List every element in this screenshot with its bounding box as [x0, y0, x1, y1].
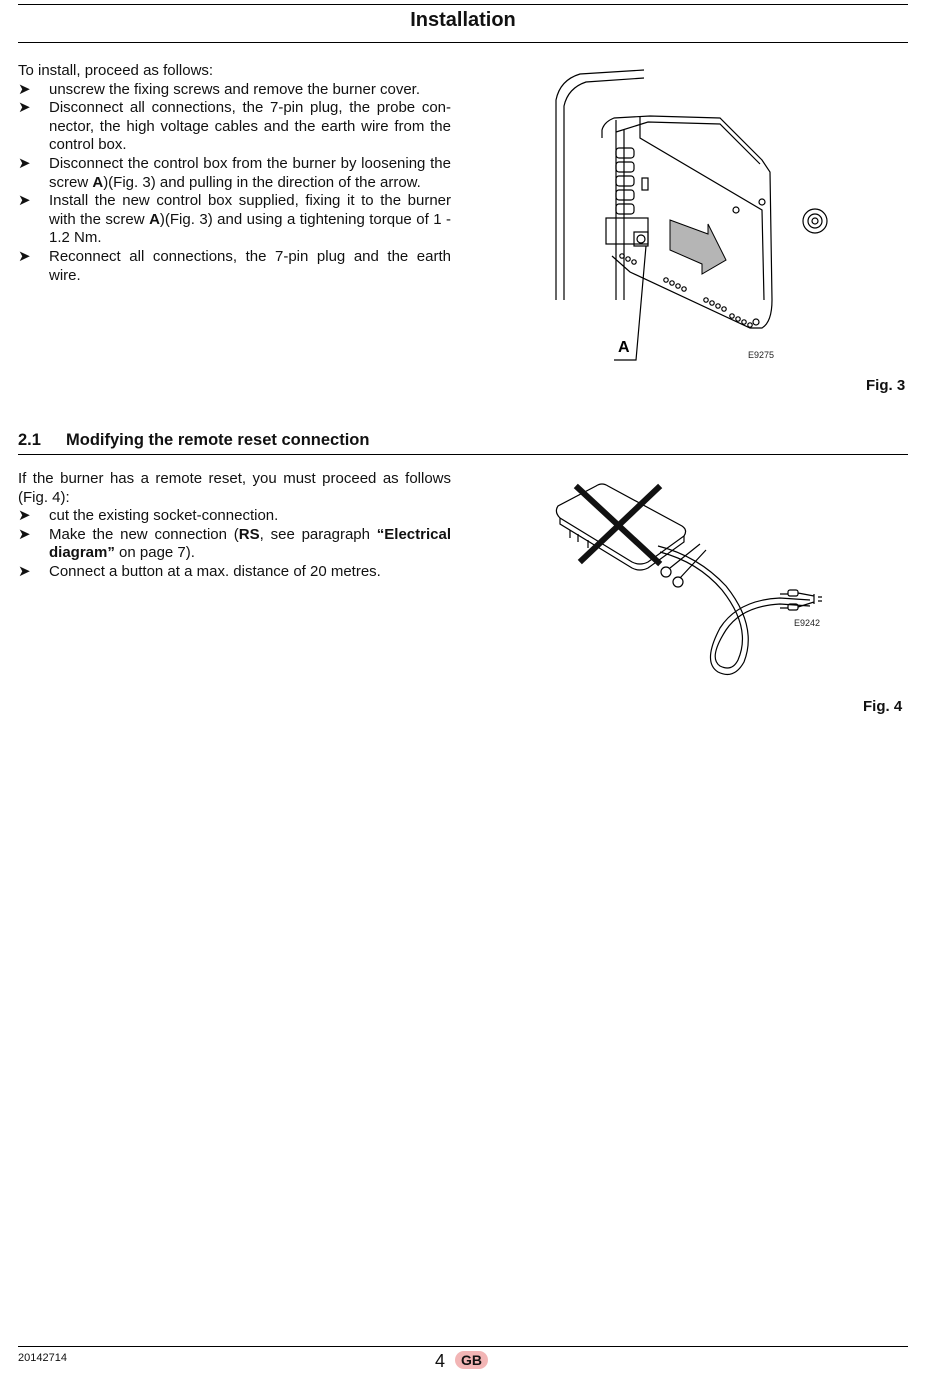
top-rule — [18, 4, 908, 5]
remote-reset-step: ➤ Connect a button at a max. distance of 20 metres. — [18, 562, 381, 580]
section-rule — [18, 454, 908, 455]
fig4-label: Fig. 4 — [863, 698, 903, 715]
arrow-bullet-icon: ➤ — [18, 154, 31, 172]
install-step: ➤ unscrew the fixing screws and remove the burner cover. — [18, 80, 421, 98]
install-intro: To install, proceed as follows: — [18, 62, 214, 79]
fig4-image-code: E9242 — [794, 618, 821, 628]
arrow-bullet-icon: ➤ — [18, 99, 31, 117]
fig3-callout-a: A — [618, 339, 630, 356]
document-number: 20142714 — [18, 1352, 67, 1364]
install-step: ➤ Install the new control box supplied, fixing it to the burner with the screw A)(Fig. 3) and using a tightening torque of 1 - 1.2 Nm. — [18, 192, 451, 247]
install-step: ➤ Disconnect all connections, the 7-pin plug, the probe con-nector, the high voltage cables and the earth wire from the control box. — [18, 99, 451, 154]
arrow-bullet-icon: ➤ — [18, 525, 31, 543]
language-badge: GB — [455, 1351, 488, 1369]
arrow-bullet-icon: ➤ — [18, 80, 31, 98]
section-heading — [18, 431, 369, 450]
fig3-control-box-illustration — [540, 60, 790, 370]
section-title: Modifying the remote reset connection — [66, 431, 370, 449]
fig3-knob-icon — [800, 206, 830, 236]
remote-reset-steps — [18, 507, 451, 581]
arrow-bullet-icon: ➤ — [18, 562, 31, 580]
install-steps — [18, 81, 451, 286]
remote-reset-intro: If the burner has a remote reset, you must proceed as follows (Fig. 4): — [18, 470, 451, 506]
fig3-label: Fig. 3 — [866, 377, 906, 394]
arrow-bullet-icon: ➤ — [18, 192, 31, 210]
install-instructions — [18, 62, 451, 285]
remote-reset-instructions — [18, 470, 451, 582]
title-rule — [18, 42, 908, 43]
page-number: 4 — [435, 1351, 446, 1371]
arrow-bullet-icon: ➤ — [18, 247, 31, 265]
remote-reset-step: ➤ Make the new connection (RS, see paragraph “Electrical diagram” on page 7). — [18, 525, 451, 562]
arrow-bullet-icon: ➤ — [18, 507, 31, 525]
install-step: ➤ Reconnect all connections, the 7-pin plug and the earth wire. — [18, 247, 451, 284]
install-step: ➤ Disconnect the control box from the burner by loosening the screw A)(Fig. 3) and pulling in the direction of the arrow. — [18, 154, 451, 191]
fig4-cut-socket-illustration — [548, 476, 838, 686]
remote-reset-step: ➤ cut the existing socket-connection. — [18, 507, 279, 525]
section-number: 2.1 — [18, 431, 41, 449]
footer-rule — [18, 1346, 908, 1347]
page-title: Installation — [410, 9, 516, 31]
fig3-image-code: E9275 — [748, 350, 775, 360]
